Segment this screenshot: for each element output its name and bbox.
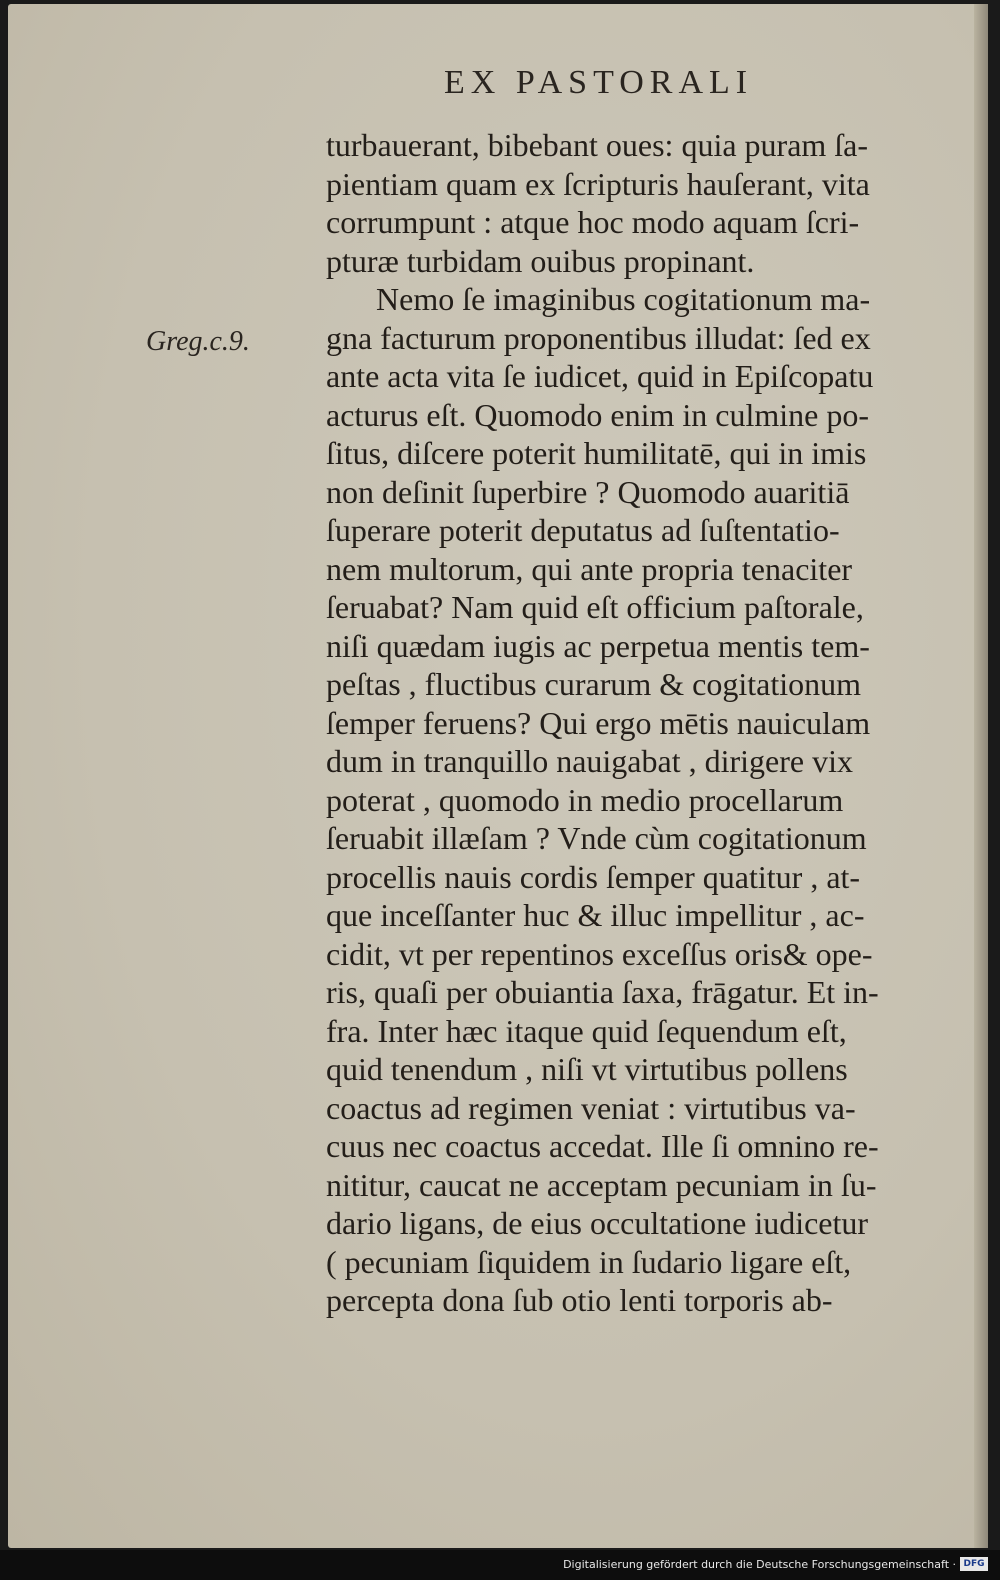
text-line: dum in tranquillo nauigabat , dirigere vix <box>326 743 853 779</box>
text-line: ſemper feruens? Qui ergo mētis nauiculam <box>326 704 871 741</box>
text-line: ſitus, diſcere poterit humilitatē, qui in imis <box>326 435 867 471</box>
marginal-note: Greg.c.9. <box>146 326 250 357</box>
text-line: turbauerant, bibebant oues: quia puram ſa- <box>326 127 869 163</box>
text-line: ante acta vita ſe iudicet, quid in Epiſcopatu <box>326 358 874 394</box>
text-line: ſuperare poterit deputatus ad ſuſtentatio- <box>326 512 840 548</box>
text-line: nem multorum, qui ante propria tenaciter <box>326 550 853 587</box>
text-line: percepta dona ſub otio lenti torporis ab- <box>326 1282 833 1318</box>
text-line: poterat , quomodo in medio procellarum <box>326 781 844 818</box>
text-line: ſeruabit illæſam ? Vnde cùm cogitationum <box>326 820 867 856</box>
text-line: quid tenendum , niſi vt virtutibus pollens <box>326 1051 848 1087</box>
text-line: Nemo ſe imaginibus cogitationum ma- <box>376 281 871 317</box>
text-line: cuus nec coactus accedat. Ille ſi omnino re- <box>326 1128 879 1164</box>
running-head: EX PASTORALI <box>444 64 754 101</box>
text-line: ( pecuniam ſiquidem in ſudario ligare eſt, <box>326 1243 852 1280</box>
text-line: nititur, caucat ne acceptam pecuniam in ſu- <box>326 1166 877 1203</box>
text-line: niſi quædam iugis ac perpetua mentis tem- <box>326 627 870 664</box>
footer-bar <box>0 1550 1000 1580</box>
text-line: ſeruabat? Nam quid eſt officium paſtorale, <box>326 589 864 625</box>
funding-credit: Digitalisierung gefördert durch die Deutsche Forschungsgemeinschaft · <box>563 1558 956 1571</box>
text-line: coactus ad regimen veniat : virtutibus va- <box>326 1089 856 1126</box>
text-line: acturus eſt. Quomodo enim in culmine po- <box>326 396 869 433</box>
text-line: procellis nauis cordis ſemper quatitur , at- <box>326 858 861 895</box>
text-line: pturæ turbidam ouibus propinant. <box>326 242 755 279</box>
text-line: pientiam quam ex ſcripturis hauſerant, vita <box>326 165 870 202</box>
page-edge-shadow <box>974 4 988 1548</box>
text-line: fra. Inter hæc itaque quid ſequendum eſt, <box>326 1012 847 1049</box>
text-line: peſtas , fluctibus curarum & cogitationum <box>326 666 861 702</box>
text-line: ris, quaſi per obuiantia ſaxa, frāgatur. Et in- <box>326 974 879 1010</box>
text-line: dario ligans, de eius occultatione iudicetur <box>326 1205 869 1241</box>
text-line: corrumpunt : atque hoc modo aquam ſcri- <box>326 204 860 240</box>
book-page <box>8 4 988 1548</box>
body-text <box>326 126 930 1320</box>
text-line: cidit, vt per repentinos exceſſus oris& ope- <box>326 935 873 972</box>
dfg-logo: DFG <box>960 1557 988 1571</box>
text-line: non deſinit ſuperbire ? Quomodo auaritiā <box>326 473 850 510</box>
text-line: gna facturum proponentibus illudat: ſed ex <box>326 319 871 356</box>
text-line: que inceſſanter huc & illuc impellitur , ac- <box>326 897 865 933</box>
